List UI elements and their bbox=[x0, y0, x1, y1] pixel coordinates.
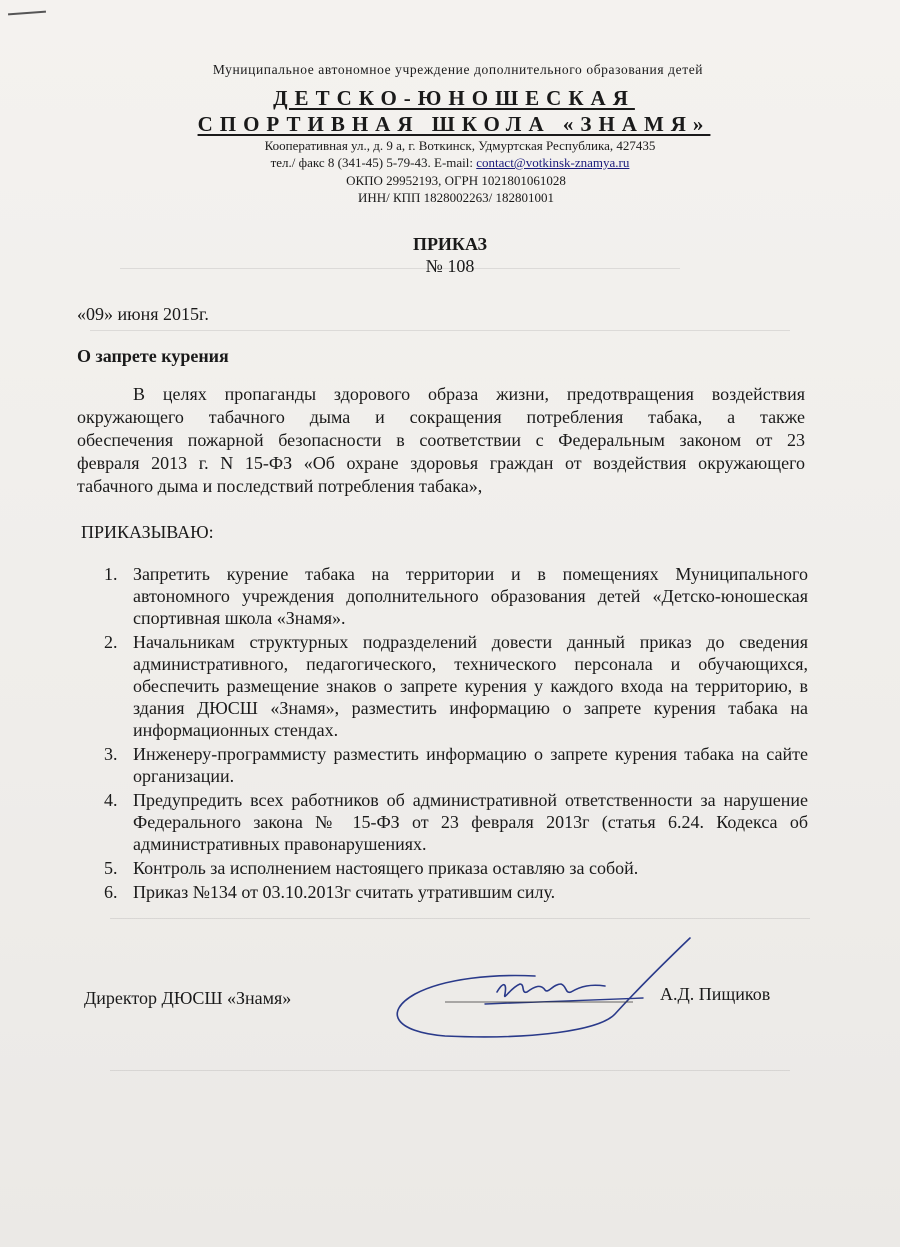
list-item bbox=[104, 631, 808, 741]
signatory-name: А.Д. Пищиков bbox=[660, 984, 771, 1004]
org-type: Муниципальное автономное учреждение дополнительного образования детей bbox=[212, 62, 704, 77]
order-word: ПРИКАЗЫВАЮ: bbox=[81, 522, 214, 542]
list-item bbox=[104, 743, 808, 787]
item-line: Инженеру-программисту разместить информацию о запрете курения табака на сайте bbox=[133, 744, 808, 764]
item-number: 1. bbox=[104, 564, 118, 584]
item-line: спортивная школа «Знамя». bbox=[133, 608, 346, 628]
item-line: административного, педагогического, технического персонала и обучающихся, bbox=[133, 654, 808, 674]
item-line: обеспечить размещение знаков о запрете курения у каждого входа на территорию, в bbox=[133, 676, 808, 696]
list-item bbox=[104, 789, 808, 855]
bleed-through-line bbox=[90, 330, 790, 331]
item-line: информационных стендах. bbox=[133, 720, 339, 740]
address: Кооперативная ул., д. 9 а, г. Воткинск, Удмуртская Республика, 427435 bbox=[264, 138, 656, 153]
item-line: Начальникам структурных подразделений довести данный приказ до сведения bbox=[133, 632, 808, 652]
item-number: 2. bbox=[104, 632, 118, 652]
order-list bbox=[104, 563, 808, 905]
item-line: административных правонарушениях. bbox=[133, 834, 427, 854]
email-link[interactable]: contact@votkinsk-znamya.ru bbox=[476, 155, 630, 170]
preamble-line: февраля 2013 г. N 15-ФЗ «Об охране здоровья граждан от воздействия окружающего bbox=[77, 453, 805, 473]
preamble-line: табачного дыма и последствий потребления табака», bbox=[77, 476, 483, 496]
item-line: Приказ №134 от 03.10.2013г считать утратившим силу. bbox=[133, 882, 556, 902]
bleed-through-line bbox=[110, 1070, 790, 1071]
preamble-line: обеспечения пожарной безопасности в соответствии с Федеральным законом от 23 bbox=[77, 430, 805, 450]
email-label: E-mail: bbox=[434, 155, 474, 170]
signatory-role: Директор ДЮСШ «Знамя» bbox=[84, 988, 292, 1008]
preamble-line: В целях пропаганды здорового образа жизни, предотвращения воздействия bbox=[133, 384, 805, 404]
corner-mark bbox=[8, 11, 46, 16]
signature bbox=[385, 932, 705, 1042]
preamble bbox=[77, 383, 805, 498]
list-item bbox=[104, 881, 808, 903]
item-number: 4. bbox=[104, 790, 118, 810]
contact-line bbox=[0, 155, 900, 171]
item-line: автономного учреждения дополнительного образования детей «Детско-юношеская bbox=[133, 586, 808, 606]
item-number: 3. bbox=[104, 744, 118, 764]
item-number: 6. bbox=[104, 882, 118, 902]
okpo-ogrn: ОКПО 29952193, ОГРН 1021801061028 bbox=[346, 173, 566, 188]
inn-kpp: ИНН/ КПП 1828002263/ 182801001 bbox=[357, 190, 555, 205]
doc-date: «09» июня 2015г. bbox=[77, 304, 209, 324]
item-line: Контроль за исполнением настоящего приказа оставляю за собой. bbox=[133, 858, 639, 878]
preamble-line: окружающего табачного дыма и сокращения потребления табака, а также bbox=[77, 407, 805, 427]
doc-title: ПРИКАЗ bbox=[412, 234, 488, 254]
list-item bbox=[104, 857, 808, 879]
item-number: 5. bbox=[104, 858, 118, 878]
bleed-through-line bbox=[110, 918, 810, 919]
school-name-line1: ДЕТСКО-ЮНОШЕСКАЯ bbox=[273, 86, 635, 110]
list-item bbox=[104, 563, 808, 629]
doc-number: № 108 bbox=[425, 256, 475, 276]
item-line: Предупредить всех работников об административной ответственности за нарушение bbox=[133, 790, 808, 810]
item-line: Запретить курение табака на территории и в помещениях Муниципального bbox=[133, 564, 808, 584]
item-line: здания ДЮСШ «Знамя», разместить информацию о запрете курения табака на bbox=[133, 698, 808, 718]
item-line: Федерального закона № 15-ФЗ от 23 февраля 2013г (статья 6.24. Кодекса об bbox=[133, 812, 808, 832]
item-line: организации. bbox=[133, 766, 235, 786]
doc-subject: О запрете курения bbox=[77, 346, 229, 366]
phone: тел./ факс 8 (341-45) 5-79-43. bbox=[270, 155, 431, 170]
school-name-line2: СПОРТИВНАЯ ШКОЛА «ЗНАМЯ» bbox=[197, 112, 711, 136]
